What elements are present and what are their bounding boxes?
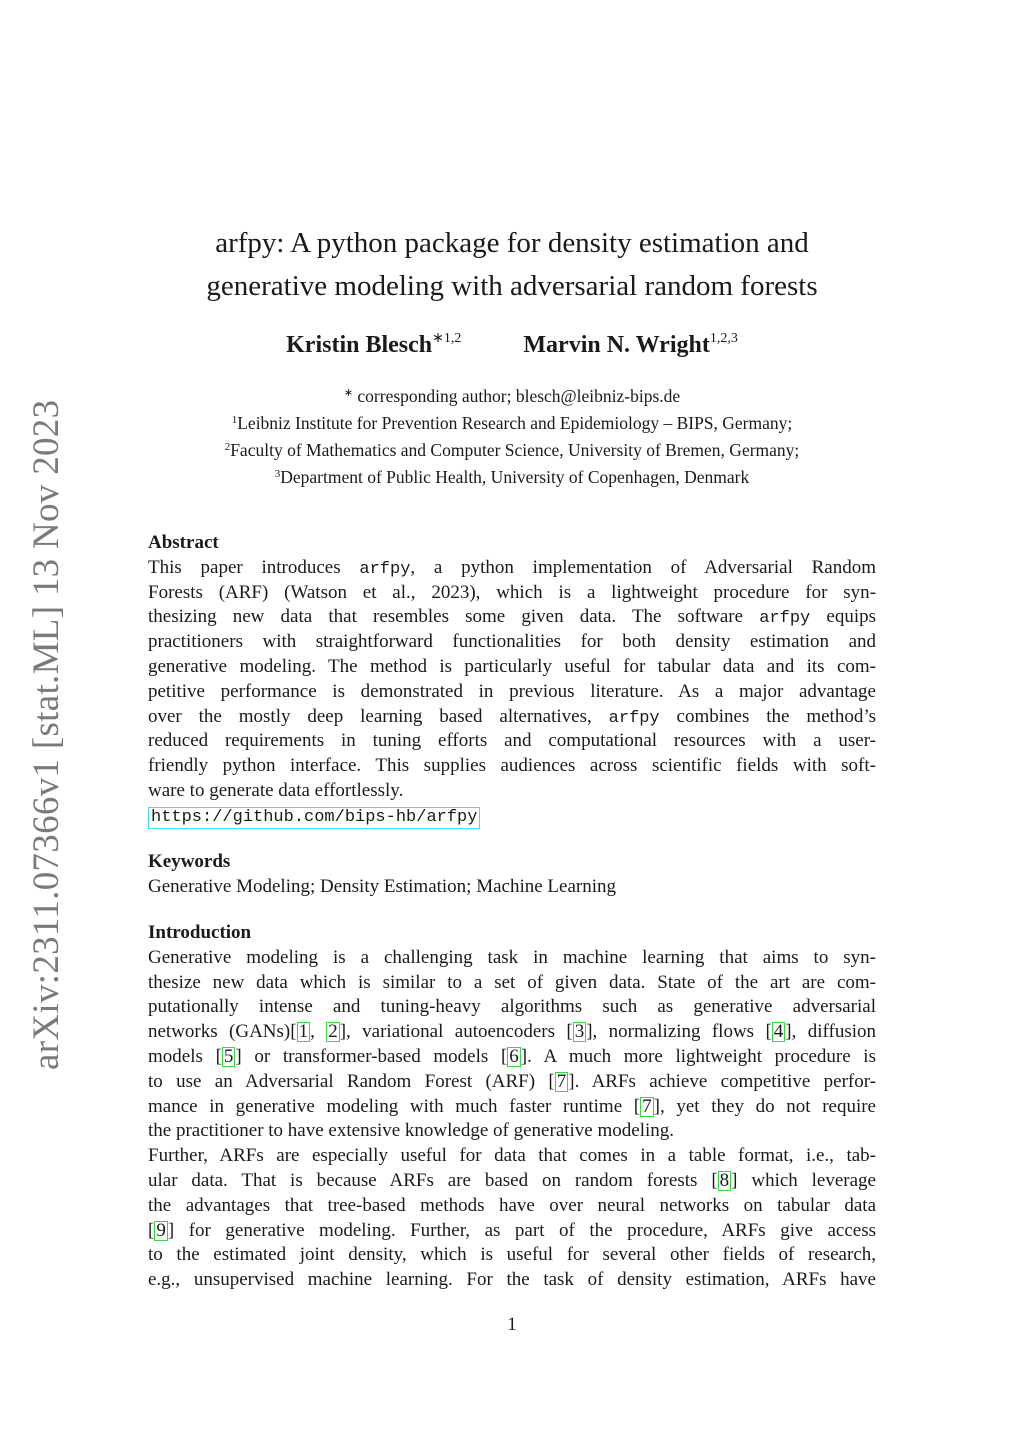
citation-link[interactable]: 7 — [642, 1095, 652, 1117]
abstract-line — [148, 556, 876, 581]
text: , a python implementation of Adversarial Random — [410, 556, 876, 578]
author-name: Marvin N. Wright — [523, 332, 710, 358]
affiliation-1 — [150, 408, 874, 435]
keywords-text: Generative Modeling; Density Estimation; Machine Learning — [148, 875, 617, 897]
intro-line: Further, ARFs are especially useful for data that comes in a table format, i.e., tab- — [148, 1145, 876, 1167]
affiliation-mark: 1 — [231, 414, 238, 426]
title-line-1: arfpy: A python package for density estimation and — [215, 227, 809, 259]
intro-line: ular data. That is because ARFs are based on random forests [ 8 ] which leverage — [148, 1169, 876, 1191]
citation-link[interactable]: 7 — [556, 1070, 567, 1092]
intro-line: to use an Adversarial Random Forest (ARF) [ 7 ]. ARFs achieve competitive perfor- — [148, 1070, 876, 1092]
citation-link[interactable]: 9 — [156, 1219, 166, 1241]
text: for generative modeling. Further, as part of the procedure, ARFs give access — [174, 1219, 876, 1241]
affiliation-text: Department of Public Health, University of Copenhagen, Denmark — [280, 467, 750, 487]
intro-line: thesize new data which is similar to a set of given data. State of the art are com- — [148, 971, 876, 993]
github-url-link[interactable]: https://github.com/bips-hb/arfpy — [148, 807, 480, 829]
abstract-line: friendly python interface. This supplies audiences across scientific fields with soft- — [148, 755, 876, 777]
affiliations — [150, 381, 874, 489]
text: , yet they do not require — [659, 1095, 876, 1117]
affiliation-3 — [150, 462, 874, 489]
author-affiliation-marks: 1,2,3 — [709, 331, 738, 346]
affiliation-text: Leibniz Institute for Prevention Research and Epidemiology – BIPS, Germany; — [237, 413, 793, 433]
text: which leverage — [737, 1169, 876, 1191]
intro-line: [ 9 ] for generative modeling. Further, as part of the procedure, ARFs give access — [148, 1219, 876, 1241]
title-line-2: generative modeling with adversarial random forests — [206, 270, 818, 302]
text: This paper introduces — [148, 556, 360, 578]
package-name: arfpy — [359, 559, 411, 579]
abstract-url-line — [148, 804, 876, 829]
package-name: arfpy — [759, 609, 811, 629]
affiliation-mark: ∗ — [343, 387, 354, 399]
abstract-heading: Abstract — [148, 532, 219, 553]
package-name: arfpy — [608, 708, 660, 728]
keywords-heading: Keywords — [148, 851, 231, 872]
abstract-line: ware to generate data effortlessly. — [148, 779, 404, 801]
page-number: 1 — [507, 1314, 517, 1335]
text: or transformer-based models — [241, 1045, 501, 1067]
text: , diffusion — [791, 1021, 876, 1043]
abstract-line — [148, 605, 876, 630]
affiliation-text: Faculty of Mathematics and Computer Science, University of Bremen, Germany; — [230, 440, 800, 460]
text: over the mostly deep learning based alternatives, — [148, 705, 609, 727]
intro-line: networks (GANs)[ 1 , 2 ], variational autoencoders [ 3 ], normalizing flows [ 4 ], diffusion — [148, 1021, 876, 1043]
author-list — [150, 330, 874, 359]
author-2 — [523, 331, 737, 359]
introduction-heading: Introduction — [148, 922, 252, 943]
affiliation-mark: 2 — [224, 441, 231, 453]
intro-line: Generative modeling is a challenging task in machine learning that aims to syn- — [148, 946, 876, 968]
text: networks (GANs) — [148, 1021, 291, 1043]
abstract-line: practitioners with straightforward functionalities for both density estimation and — [148, 631, 876, 653]
citation-link[interactable]: 3 — [574, 1021, 585, 1043]
text: . ARFs achieve competitive perfor- — [574, 1070, 876, 1092]
citation-link[interactable]: 4 — [773, 1021, 784, 1043]
intro-line: e.g., unsupervised machine learning. For the task of density estimation, ARFs have — [148, 1269, 876, 1291]
citation-link[interactable]: 2 — [328, 1021, 338, 1043]
citation-link[interactable]: 6 — [509, 1045, 519, 1067]
text: . A much more lightweight procedure is — [527, 1045, 876, 1067]
arxiv-identifier-stamp: arXiv:2311.07366v1 [stat.ML] 13 Nov 2023 — [26, 399, 67, 1070]
author-affiliation-marks: ∗1,2 — [432, 331, 462, 346]
intro-line: mance in generative modeling with much faster runtime [ 7 ], yet they do not require — [148, 1095, 876, 1117]
abstract-section — [148, 531, 876, 829]
keywords-section — [148, 850, 876, 900]
abstract-line: generative modeling. The method is particularly useful for tabular data and its com- — [148, 655, 876, 677]
intro-line: the practitioner to have extensive knowledge of generative modeling. — [148, 1120, 675, 1142]
text: models — [148, 1045, 216, 1067]
text: , variational autoencoders — [346, 1021, 567, 1043]
paper-title — [150, 222, 874, 308]
corresponding-author — [150, 381, 874, 408]
abstract-line: reduced requirements in tuning efforts and computational resources with a user- — [148, 730, 876, 752]
text: , normalizing flows — [592, 1021, 766, 1043]
intro-line: models [ 5 ] or transformer-based models [ 6 ]. A much more lightweight procedure is — [148, 1045, 876, 1067]
affiliation-mark: 3 — [274, 468, 281, 480]
abstract-line: petitive performance is demonstrated in previous literature. As a major advantage — [148, 680, 876, 702]
text: mance in generative modeling with much faster runtime — [148, 1095, 634, 1117]
text: equips — [810, 606, 876, 628]
author-name: Kristin Blesch — [286, 332, 433, 358]
affiliation-text: corresponding author; blesch@leibniz-bips.de — [353, 386, 681, 406]
introduction-section — [148, 921, 876, 1293]
text: combines the method’s — [659, 705, 876, 727]
intro-line: putationally intense and tuning-heavy algorithms such as generative adversarial — [148, 996, 876, 1018]
text: ular data. That is because ARFs are based on random forests — [148, 1169, 712, 1191]
author-1 — [286, 330, 461, 359]
intro-line: to the estimated joint density, which is useful for several other fields of research, — [148, 1244, 876, 1266]
text: thesizing new data that resembles some given data. The software — [148, 606, 760, 628]
citation-link[interactable]: 5 — [223, 1045, 234, 1067]
intro-line: the advantages that tree-based methods have over neural networks on tabular data — [148, 1194, 876, 1216]
citation-link[interactable]: 1 — [298, 1021, 309, 1043]
affiliation-2 — [150, 435, 874, 462]
abstract-line — [148, 705, 876, 730]
abstract-line: Forests (ARF) (Watson et al., 2023), which is a lightweight procedure for syn- — [148, 581, 876, 603]
text: to use an Adversarial Random Forest (ARF) — [148, 1070, 549, 1092]
citation-link[interactable]: 8 — [719, 1169, 730, 1191]
